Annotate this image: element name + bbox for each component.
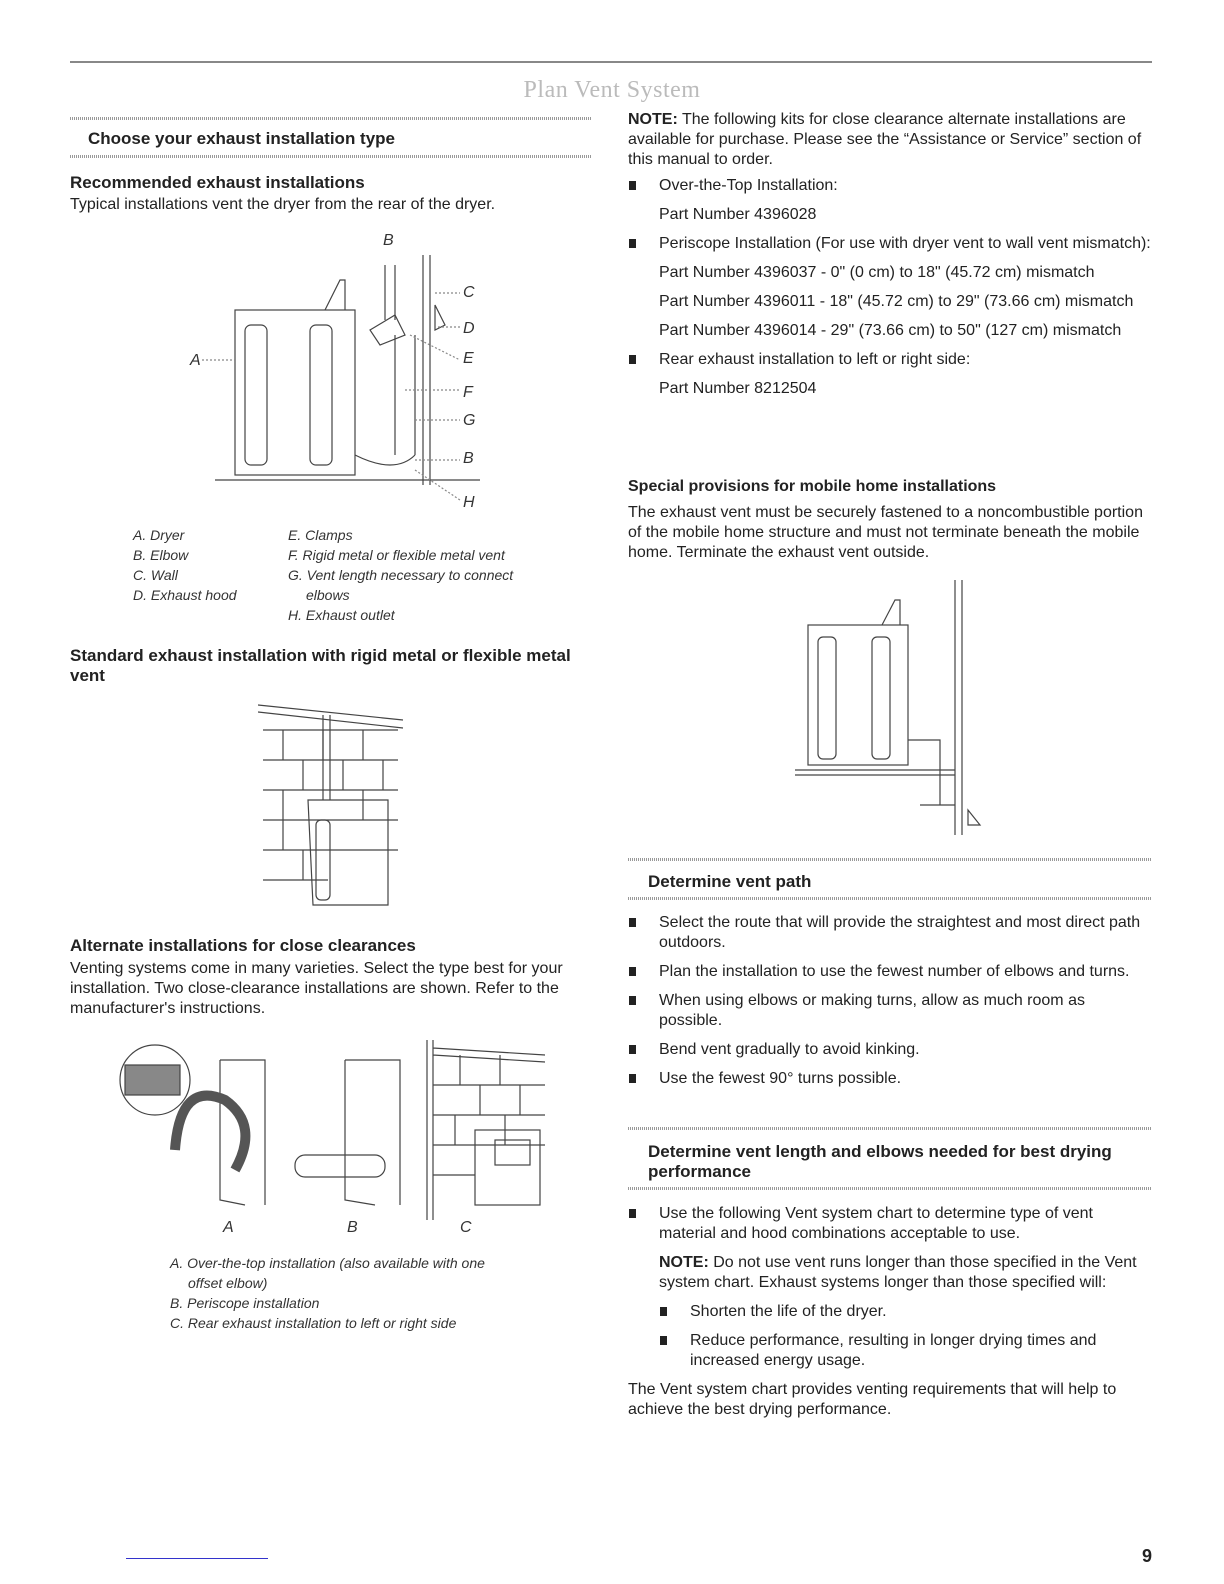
recommended-installation-diagram xyxy=(180,225,500,515)
label-a: A xyxy=(223,1219,234,1236)
label-d: D xyxy=(463,320,475,337)
legend-col2: E. Clamps F. Rigid metal or flexible metal vent G. Vent length necessary to connect elbows H. Exhaust outlet xyxy=(288,527,514,623)
page-title: Plan Vent System xyxy=(523,77,701,103)
label-a: A xyxy=(190,352,201,369)
alternate-captions: A. Over-the-top installation (also available with one offset elbow) B. Periscope installation C. Rear exhaust installation to left or right side xyxy=(170,1255,485,1331)
divider xyxy=(628,1127,1152,1130)
kits-list: Over-the-Top Installation: Part Number 4396028 Periscope Installation (For use with dryer vent to wall vent mismatch): Part Number 4396037 - 0" (0 cm) to 18" (45.72 cm) mismatch Part Number 4396011 - 18" (45.72 cm) to 29" (73.66 cm) mismatch Part Number 4396014 - 29" (73.66 cm) to 50" (127 cm) mismatch Rear exhaust installation to left or right side: Part Number 8212504 xyxy=(628,176,1152,408)
kit-item: Rear exhaust installation to left or right side: xyxy=(628,350,1152,370)
choose-heading: Choose your exhaust installation type xyxy=(88,129,396,148)
alternate-text: Venting systems come in many varieties. Select the type best for your installation. Two close-clearance installations are shown. Refer to the manufacturer's instructions. xyxy=(70,960,563,1017)
divider xyxy=(70,117,592,120)
divider xyxy=(628,1187,1152,1190)
label-g: G xyxy=(463,412,476,429)
mobile-home-diagram xyxy=(790,575,990,840)
kit-item: Periscope Installation (For use with dryer vent to wall vent mismatch): xyxy=(628,234,1152,254)
divider xyxy=(628,897,1152,900)
label-b: B xyxy=(383,232,394,249)
label-c: C xyxy=(460,1219,472,1236)
mobile-heading: Special provisions for mobile home installations xyxy=(628,478,997,495)
label-b: B xyxy=(347,1219,358,1236)
page-number: 9 xyxy=(1141,1546,1152,1566)
top-rule xyxy=(70,61,1152,63)
label-b2: B xyxy=(463,450,474,467)
label-h: H xyxy=(463,494,475,511)
divider xyxy=(628,858,1152,861)
legend-col1: A. Dryer B. Elbow C. Wall D. Exhaust hood xyxy=(133,527,237,603)
alternate-installations-diagram xyxy=(115,1040,555,1240)
label-c: C xyxy=(463,284,475,301)
recommended-text: Typical installations vent the dryer from the rear of the dryer. xyxy=(70,196,496,213)
alternate-heading: Alternate installations for close clearances xyxy=(70,936,416,955)
path-list: Select the route that will provide the straightest and most direct path outdoors. Plan the installation to use the fewest number of elbows and turns. When using elbows or making turns, allow as much room as possible. Bend vent gradually to avoid kinking. Use the fewest 90° turns possible. xyxy=(628,913,1152,1098)
standard-heading: Standard exhaust installation with rigid metal or flexible metal vent xyxy=(70,646,571,685)
standard-installation-diagram xyxy=(258,700,408,915)
divider xyxy=(70,155,592,158)
note-paragraph: NOTE: The following kits for close clearance alternate installations are available for purchase. Please see the “Assistance or Service” section of this manual to order. xyxy=(628,111,1142,168)
path-heading: Determine vent path xyxy=(648,872,812,891)
label-e: E xyxy=(463,350,474,367)
kit-item: Over-the-Top Installation: xyxy=(628,176,1152,196)
recommended-heading: Recommended exhaust installations xyxy=(70,173,365,192)
length-heading: Determine vent length and elbows needed for best drying performance xyxy=(648,1142,1112,1181)
mobile-text: The exhaust vent must be securely fastened to a noncombustible portion of the mobile home structure and must not terminate beneath the mobile home. Terminate the exhaust vent outside. xyxy=(628,504,1143,561)
footer-line xyxy=(126,1558,268,1559)
length-section: Use the following Vent system chart to determine type of vent material and hood combinations acceptable to use. NOTE: Do not use vent runs longer than those specified in the Vent system chart. Exhaust systems longer than those specified will: Shorten the life of the dryer. Reduce performance, resulting in longer drying times and increased energy usage. The Vent system chart provides venting requirements that will help to achieve the best drying performance. xyxy=(628,1204,1152,1420)
label-f: F xyxy=(463,384,473,401)
